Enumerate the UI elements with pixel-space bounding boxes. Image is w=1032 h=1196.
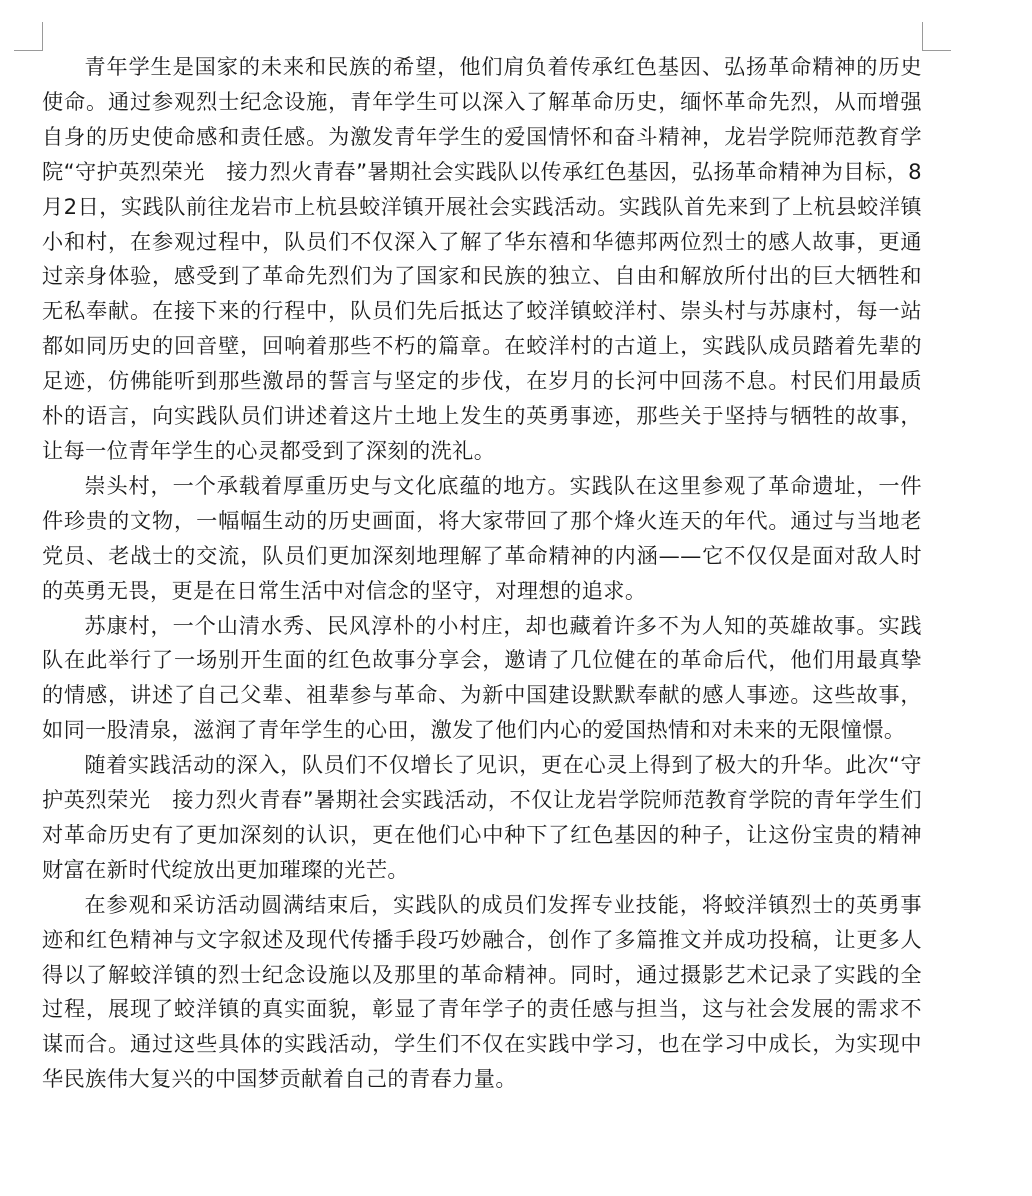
paragraph-chongtou-village: 崇头村，一个承载着厚重历史与文化底蕴的地方。实践队在这里参观了革命遗址，一件件珍贵的文物，一幅幅生动的历史画面，将大家带回了那个烽火连天的年代。通过与当地老党员、老战士的交流，队员们更加深刻地理解了革命精神的内涵——它不仅仅是面对敌人时的英勇无畏，更是在日常生活中对信念的坚守，对理想的追求。 <box>42 472 922 603</box>
crop-mark-top-left <box>14 22 43 51</box>
paragraph-outcomes: 在参观和采访活动圆满结束后，实践队的成员们发挥专业技能，将蛟洋镇烈士的英勇事迹和红色精神与文字叙述及现代传播手段巧妙融合，创作了多篇推文并成功投稿，让更多人得以了解蛟洋镇的烈士纪念设施以及那里的革命精神。同时，通过摄影艺术记录了实践的全过程，展现了蛟洋镇的真实面貌，彰显了青年学子的责任感与担当，这与社会发展的需求不谋而合。通过这些具体的实践活动，学生们不仅在实践中学习，也在学习中成长，为实现中华民族伟大复兴的中国梦贡献着自己的青春力量。 <box>42 891 922 1092</box>
paragraph-reflection: 随着实践活动的深入，队员们不仅增长了见识，更在心灵上得到了极大的升华。此次“守护英烈荣光 接力烈火青春”暑期社会实践活动，不仅让龙岩学院师范教育学院的青年学生们对革命历史有了更加深刻的认识，更在他们心中种下了红色基因的种子，让这份宝贵的精神财富在新时代绽放出更加璀璨的光芒。 <box>42 752 922 882</box>
paragraph-sukang-village: 苏康村，一个山清水秀、民风淳朴的小村庄，却也藏着许多不为人知的英雄故事。实践队在此举行了一场别开生面的红色故事分享会，邀请了几位健在的革命后代，他们用最真挚的情感，讲述了自己父辈、祖辈参与革命、为新中国建设默默奉献的感人事迹。这些故事，如同一股清泉，滋润了青年学生的心田，激发了他们内心的爱国热情和对未来的无限憧憬。 <box>42 612 922 743</box>
paragraph-intro: 青年学生是国家的未来和民族的希望，他们肩负着传承红色基因、弘扬革命精神的历史使命。通过参观烈士纪念设施，青年学生可以深入了解革命历史，缅怀革命先烈，从而增强自身的历史使命感和责任感。为激发青年学生的爱国情怀和奋斗精神，龙岩学院师范教育学院“守护英烈荣光 接力烈火青春”暑期社会实践队以传承红色基因，弘扬革命精神为目标，8月2日，实践队前往龙岩市上杭县蛟洋镇开展社会实践活动。实践队首先来到了上杭县蛟洋镇小和村，在参观过程中，队员们不仅深入了解了华东禧和华德邦两位烈士的感人故事，更通过亲身体验，感受到了革命先烈们为了国家和民族的独立、自由和解放所付出的巨大牺牲和无私奉献。在接下来的行程中，队员们先后抵达了蛟洋镇蛟洋村、崇头村与苏康村，每一站都如同历史的回音壁，回响着那些不朽的篇章。在蛟洋村的古道上，实践队成员踏着先辈的足迹，仿佛能听到那些激昂的誓言与坚定的步伐，在岁月的长河中回荡不息。村民们用最质朴的语言，向实践队员们讲述着这片土地上发生的英勇事迹，那些关于坚持与牺牲的故事，让每一位青年学生的心灵都受到了深刻的洗礼。 <box>42 54 922 463</box>
document-body[interactable] <box>42 50 922 1097</box>
crop-mark-top-right <box>922 22 951 51</box>
